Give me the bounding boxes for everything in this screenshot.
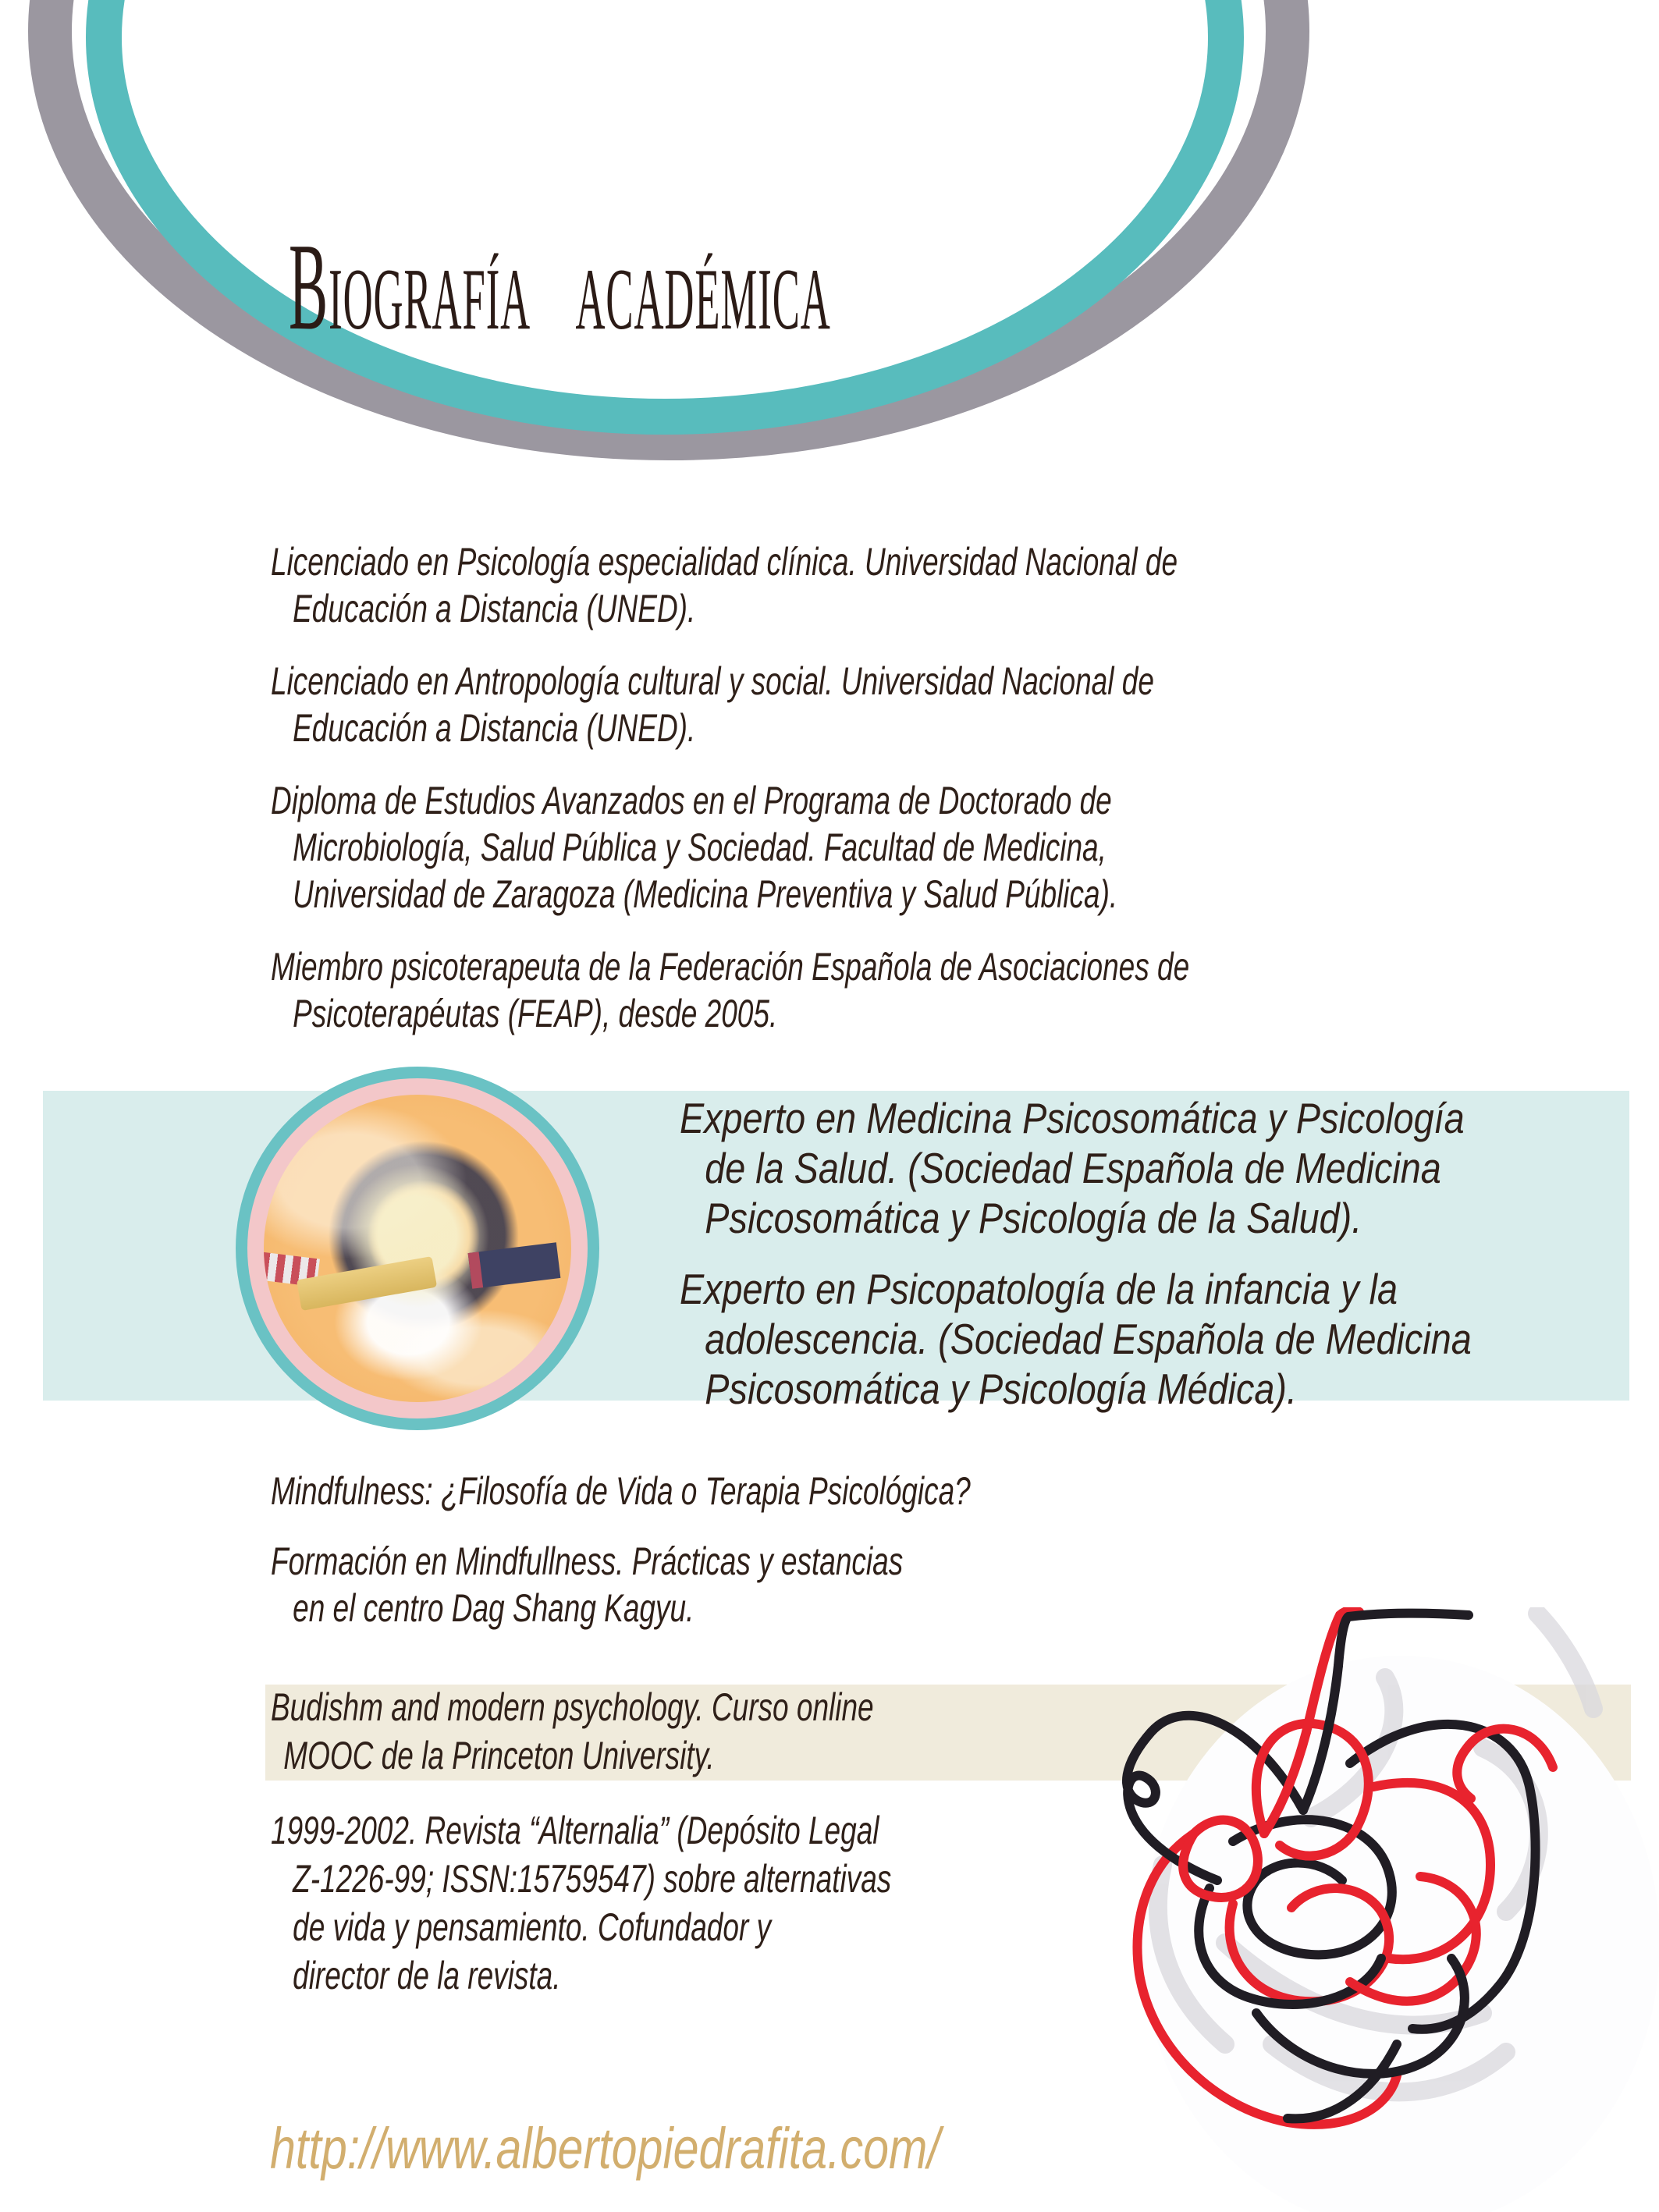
expert-photo-circle	[236, 1067, 599, 1430]
tangled-cables-image	[1116, 1607, 1659, 2212]
orange-texture-photo	[264, 1095, 571, 1402]
text-line: Experto en Psicopatología de la infancia y la	[680, 1265, 1398, 1313]
bio-paragraph	[271, 943, 1189, 1037]
academic-bio-section	[271, 538, 1189, 1063]
bio-paragraph	[271, 658, 1189, 751]
bio-paragraph	[680, 1093, 1472, 1243]
text-line: en el centro Dag Shang Kagyu.	[293, 1586, 695, 1630]
text-line: Experto en Medicina Psicosomática y Psicología	[680, 1094, 1465, 1142]
mindfulness-section	[271, 1468, 971, 1655]
text-line: director de la revista.	[293, 1954, 561, 1997]
text-line: Educación a Distancia (UNED).	[293, 706, 696, 750]
text-line: de la Salud. (Sociedad Española de Medicina	[705, 1144, 1441, 1192]
website-link[interactable]: http://www.albertopiedrafita.com/	[270, 2116, 940, 2181]
text-line: Psicosomática y Psicología de la Salud).	[705, 1194, 1362, 1242]
text-line: Licenciado en Antropología cultural y social. Universidad Nacional de	[271, 659, 1154, 703]
text-line: Formación en Mindfullness. Prácticas y estancias	[271, 1539, 904, 1583]
text-line: Microbiología, Salud Pública y Sociedad. Facultad de Medicina,	[293, 826, 1107, 869]
text-line: adolescencia. (Sociedad Española de Medicina	[705, 1315, 1472, 1363]
text-line: Educación a Distancia (UNED).	[293, 587, 696, 630]
text-line: Z-1226-99; ISSN:15759547) sobre alternativas	[293, 1857, 892, 1901]
text-line: MOOC de la Princeton University.	[283, 1734, 715, 1777]
text-line: Psicoterapéutas (FEAP), desde 2005.	[293, 992, 778, 1035]
page-title: Biografía académica	[289, 217, 831, 356]
mooc-section	[271, 1683, 874, 1780]
bio-paragraph	[271, 538, 1189, 632]
text-line: Licenciado en Psicología especialidad clínica. Universidad Nacional de	[271, 540, 1178, 584]
bio-paragraph	[271, 1538, 971, 1631]
photo-detail-tab	[468, 1242, 561, 1289]
bio-paragraph	[271, 777, 1189, 918]
footer-url	[270, 2118, 940, 2180]
text-line: Psicosomática y Psicología Médica).	[705, 1365, 1297, 1413]
revista-section	[271, 1806, 891, 2000]
text-line: de vida y pensamiento. Cofundador y	[293, 1905, 772, 1949]
text-line: Miembro psicoterapeuta de la Federación Española de Asociaciones de	[271, 945, 1190, 989]
text-line: Mindfulness: ¿Filosofía de Vida o Terapia Psicológica?	[271, 1469, 971, 1513]
text-line: Universidad de Zaragoza (Medicina Preventiva y Salud Pública).	[293, 872, 1118, 916]
expert-section	[680, 1093, 1472, 1435]
text-line: 1999-2002. Revista “Alternalia” (Depósito Legal	[271, 1809, 879, 1852]
text-line: Diploma de Estudios Avanzados en el Programa de Doctorado de	[271, 779, 1112, 822]
bio-paragraph	[271, 1468, 971, 1514]
text-line: Budishm and modern psychology. Curso online	[271, 1685, 874, 1729]
bio-paragraph	[680, 1264, 1472, 1414]
